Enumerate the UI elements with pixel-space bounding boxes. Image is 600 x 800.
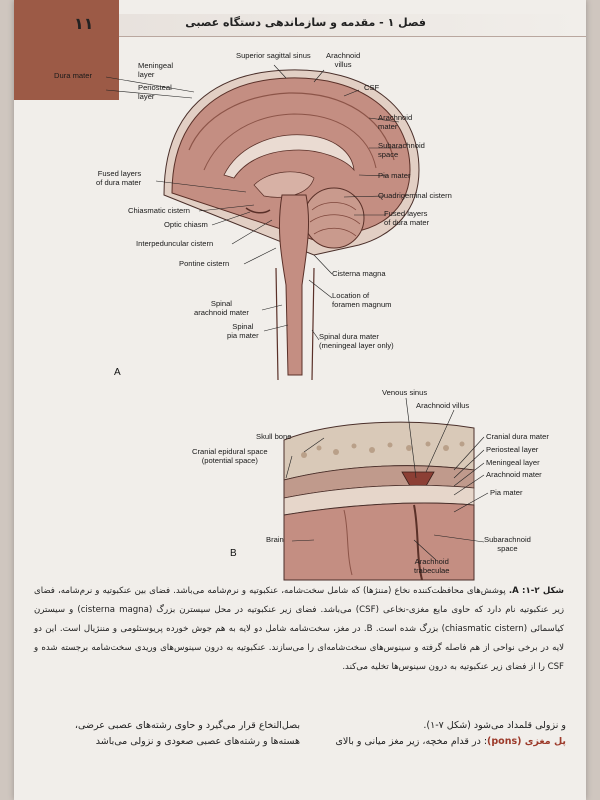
label-meningeal-layer-b: Meningeal layer	[486, 458, 540, 467]
label-csf: CSF	[364, 83, 380, 92]
label-brain: Brain	[266, 535, 284, 544]
body-right-line-2	[304, 734, 566, 750]
body-left-line-1: بصل‌النخاع قرار می‌گیرد و حاوی رشته‌های عصبی عرضی،	[74, 720, 300, 731]
label-foramen-magnum: Location of foramen magnum	[332, 291, 392, 309]
label-pia-mater-b: Pia mater	[490, 488, 523, 497]
body-column-left	[38, 718, 300, 750]
label-interpeduncular-cistern: Interpeduncular cistern	[136, 239, 214, 248]
body-right-line-1: و نزولی قلمداد می‌شود (شکل ۷-۱).	[423, 720, 566, 731]
book-page	[14, 0, 586, 800]
label-meningeal-layer: Meningeal layer	[138, 61, 174, 79]
panel-label-a: A	[114, 367, 121, 378]
label-superior-sagittal-sinus: Superior sagittal sinus	[236, 51, 311, 60]
label-fused-layers-right: Fused layers of dura mater	[384, 209, 430, 227]
chapter-title: فصل ۱ - مقدمه و سازماندهی دستگاه عصبی	[185, 16, 426, 29]
label-chiasmatic-cistern: Chiasmatic cistern	[128, 206, 191, 215]
figure-b-illustration	[14, 0, 586, 600]
label-cranial-dura-mater: Cranial dura mater	[486, 432, 549, 441]
body-right-line-2-text: : در قدام مخچه، زیر مغز میانی و بالای	[335, 736, 488, 747]
panel-label-b: B	[230, 548, 237, 559]
label-dura-mater: Dura mater	[54, 71, 92, 80]
label-optic-chiasm: Optic chiasm	[164, 220, 208, 229]
caption-text: پوشش‌های محافظت‌کننده نخاع (مننژها) که شامل سخت‌شامه، عنکبوتیه و نرم‌شامه می‌باشد. فضای بین عنکبوتیه و نرم‌شامه، فضای زیر عنکبوتیه نام دارد که حاوی مایع مغزی-نخاعی (CSF) می‌باشد. فضای زیر عنکبوتیه در محل سیسترن بزرگ (cisterna magna) و سیسترن کیاسمائی (chiasmatic cistern) بزرگ شده است. B. در مغز، سخت‌شامه شامل دو لایه به هم جوش خورده پریوستئومی و مننژیال است. این دو لایه در برخی نواحی از هم فاصله گرفته و سینوس‌های سخت‌شامه‌ای را می‌سازند. عنکبوتیه به درون سینوس‌های وریدی سخت‌شامه برجسته شده و CSF را از فضای زیر عنکبوتیه به درون سینوس‌ها تخلیه می‌کند.	[34, 586, 565, 672]
label-periosteal-layer: Periosteal layer	[138, 83, 172, 101]
term-pons: پل مغزی (pons)	[487, 736, 566, 747]
label-skull-bone: Skull bone	[256, 432, 292, 441]
label-spinal-dura-mater: Spinal dura mater (meningeal layer only)	[319, 332, 394, 350]
body-column-right	[304, 718, 566, 750]
label-pia-mater-a: Pia mater	[378, 171, 411, 180]
caption-lead: شکل ۲-۱: A.	[508, 586, 564, 596]
label-subarachnoid-space-b: Subarachnoid space	[484, 535, 531, 553]
label-spinal-pia-mater: Spinal pia mater	[227, 322, 259, 340]
label-cisterna-magna: Cisterna magna	[332, 269, 386, 278]
label-fused-layers-left: Fused layers of dura mater	[96, 169, 142, 187]
label-spinal-arachnoid-mater: Spinal arachnoid mater	[194, 299, 249, 317]
label-venous-sinus: Venous sinus	[382, 388, 428, 397]
label-subarachnoid-space-a: Subarachnoid space	[378, 141, 425, 159]
label-periosteal-layer-b: Periosteal layer	[486, 445, 539, 454]
label-arachnoid-trabeculae: Arachnoid trabeculae	[414, 557, 450, 575]
label-arachnoid-villus-b: Arachnoid villus	[416, 401, 470, 410]
page-number: ۱۱	[74, 14, 94, 33]
figure-caption	[34, 582, 564, 677]
label-arachnoid-mater-b: Arachnoid mater	[486, 470, 542, 479]
label-cranial-epidural-space: Cranial epidural space (potential space)	[192, 447, 268, 465]
label-pontine-cistern: Pontine cistern	[179, 259, 230, 268]
label-quadrigeminal-cistern: Quadrigeminal cistern	[378, 191, 452, 200]
body-left-line-2: هسته‌ها و رشته‌های عصبی صعودی و نزولی می‌باشد	[95, 736, 300, 747]
label-arachnoid-mater-a: Arachnoid mater	[378, 113, 413, 131]
label-arachnoid-villus-a: Arachnoid villus	[326, 51, 361, 69]
